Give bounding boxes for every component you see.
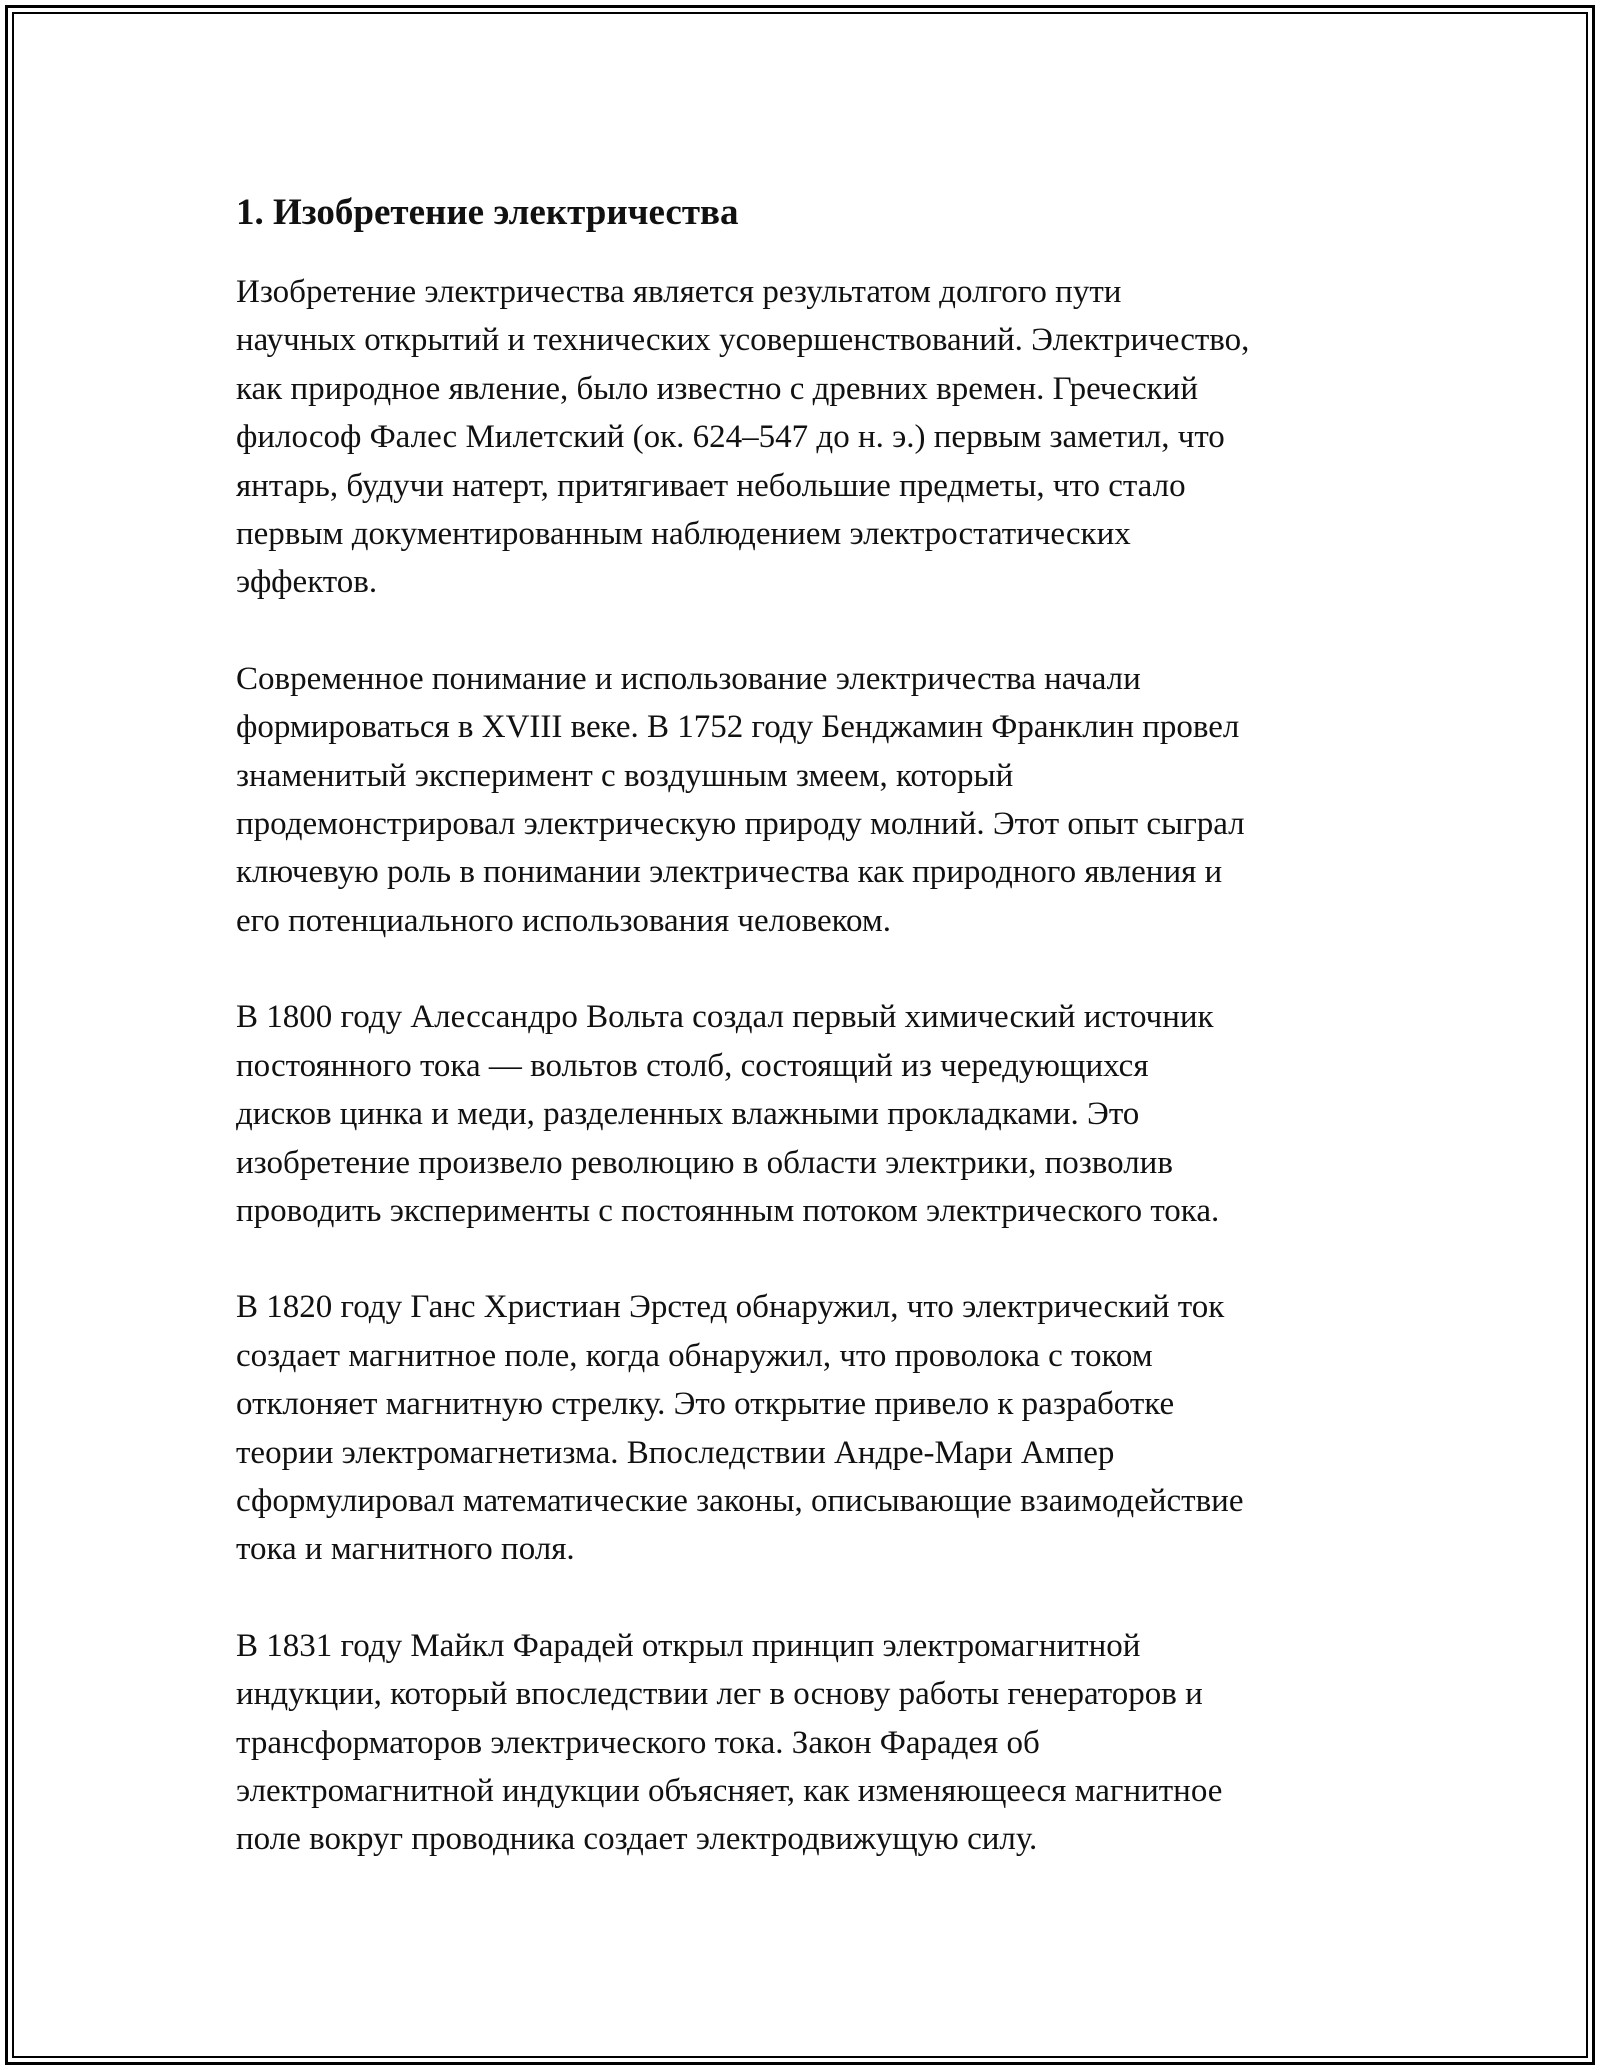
section-heading: 1. Изобретение электричества bbox=[236, 192, 739, 233]
paragraph-faraday: В 1831 году Майкл Фарадей открыл принцип электромагнитной индукции, который впоследствии лег в основу работы генераторов и трансформаторов электрического тока. Закон Фарадея об электромагнитной индукции объясняет, как изменяющееся магнитное поле вокруг проводника создает электродвижущую силу. bbox=[236, 1627, 1223, 1858]
paragraph-ancient: Изобретение электричества является результатом долгого пути научных открытий и технических усовершенствований. Электричество, как природное явление, было известно с древних времен. Греческий философ Фалес Милетский (ок. 624–547 до н. э.) первым заметил, что янтарь, будучи натерт, притягивает небольшие предметы, что стало первым документированным наблюдением электростатических эффектов. bbox=[236, 274, 1250, 601]
paragraph-oersted: В 1820 году Ганс Христиан Эрстед обнаружил, что электрический ток создает магнитное поле, когда обнаружил, что проволока с током отклоняет магнитную стрелку. Это открытие привело к разработке теории электромагнетизма. Впоследствии Андре-Мари Ампер сформулировал математические законы, описывающие взаимодействие тока и магнитного поля. bbox=[236, 1289, 1244, 1568]
document-body bbox=[236, 186, 1376, 1912]
paragraph-franklin: Современное понимание и использование электричества начали формироваться в XVIII веке. В 1752 году Бенджамин Франклин провел знаменитый эксперимент с воздушным змеем, который продемонстрировал электрическую природу молний. Этот опыт сыграл ключевую роль в понимании электричества как природного явления и его потенциального использования человеком. bbox=[236, 660, 1245, 939]
paragraph-volta: В 1800 году Алессандро Вольта создал первый химический источник постоянного тока — вольтов столб, состоящий из чередующихся дисков цинка и меди, разделенных влажными прокладками. Это изобретение произвело революцию в области электрики, позволив проводить эксперименты с постоянным потоком электрического тока. bbox=[236, 999, 1220, 1229]
